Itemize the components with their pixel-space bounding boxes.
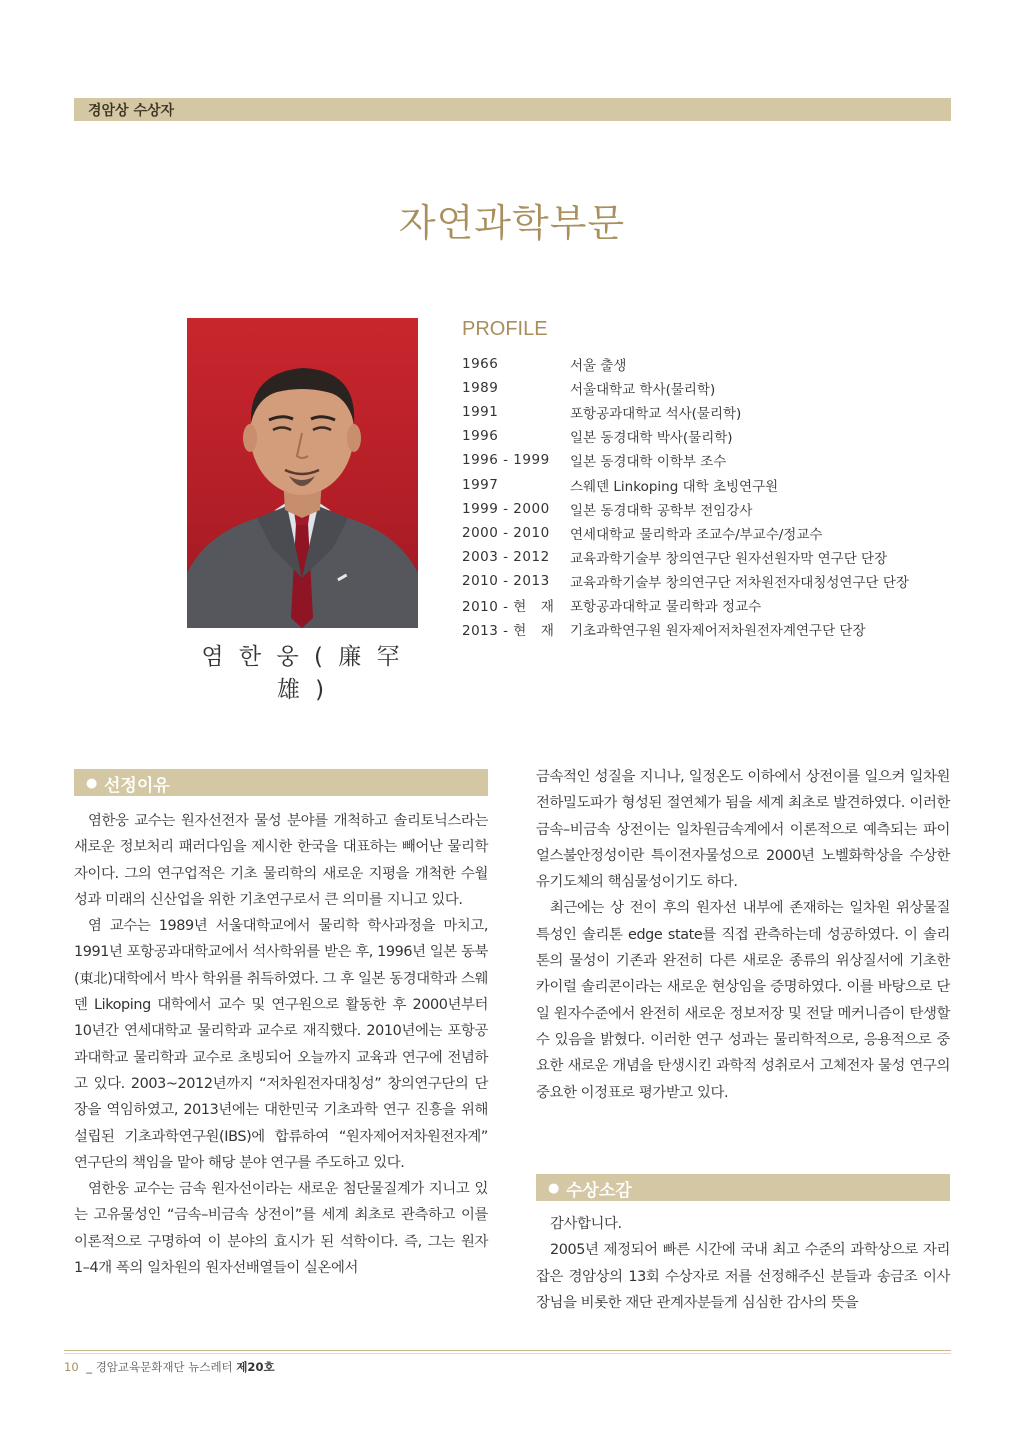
profile-desc: 포항공과대학교 석사(물리학) — [570, 406, 742, 423]
selection-right-column — [536, 764, 950, 1106]
profile-row — [462, 497, 932, 521]
header-label: 경암상 수상자 — [88, 103, 175, 119]
acceptance-heading: 수상소감 — [566, 1181, 632, 1201]
profile-row — [462, 424, 932, 448]
footer — [64, 1359, 275, 1375]
selection-paragraph: 염한웅 교수는 금속 원자선이라는 새로운 첨단물질계가 지니고 있는 고유물성인 “금속–비금속 상전이”를 세계 최초로 관측하고 이를 이론적으로 구명하여 이 분야의 효시가 된 석학이다. 즉, 그는 원자 1–4개 폭의 일차원의 원자선배열들이 실온에서 — [74, 1181, 488, 1277]
profile-row — [462, 448, 932, 472]
selection-paragraph: 금속적인 성질을 지니나, 일정온도 이하에서 상전이를 일으켜 일차원 전하밀도파가 형성된 절연체가 됨을 세계 최초로 발견하였다. 이러한 금속–비금속 상전이는 일차원금속계에서 이론적으로 예측되는 파이얼스불안정성이란 특이전자물성으로 2000년 노벨화학상을 수상한 유기도체의 핵심물성이기도 하다. — [536, 769, 950, 891]
profile-year: 1991 — [462, 404, 499, 421]
publication-name: 경암교육문화재단 뉴스레터 — [95, 1360, 233, 1374]
portrait-illustration — [187, 318, 418, 628]
acceptance-heading-bar — [536, 1174, 950, 1201]
profile-year: 1997 — [462, 476, 499, 493]
section-title: 자연과학부문 — [398, 201, 626, 245]
profile-year: 1996 - 1999 — [462, 452, 550, 469]
profile-desc: 서울대학교 학사(물리학) — [570, 382, 716, 399]
selection-paragraph: 최근에는 상 전이 후의 원자선 내부에 존재하는 일차원 위상물질 특성인 솔리톤 edge state를 직접 관측하는데 성공하였다. 이 솔리톤의 물성이 기존과 완전히 다른 새로운 종류의 위상질서에 기초한 카이럴 솔리콘이라는 새로운 현상임을 증명하였다. 이를 바탕으로 단일 원자수준에서 완전히 새로운 정보저장 및 전달 메커니즘이 탄생할 수 있음을 밝혔다. 이러한 연구 성과는 물리학적으로, 응용적으로 중요한 새로운 개념을 탄생시킨 과학적 성취로서 고체전자 물성 연구의 중요한 이정표로 평가받고 있다. — [536, 900, 950, 1101]
profile-desc: 일본 동경대학 공학부 전임강사 — [570, 502, 753, 519]
page-number: 10 — [64, 1360, 79, 1374]
profile-row — [462, 521, 932, 545]
profile-year: 1996 — [462, 428, 499, 445]
acceptance-paragraph: 감사합니다. — [550, 1216, 622, 1232]
profile-row — [462, 593, 932, 617]
profile-row — [462, 472, 932, 496]
acceptance-paragraph: 2005년 제정되어 빠른 시간에 국내 최고 수준의 과학상으로 자리잡은 경암상의 13회 수상자로 저를 선정해주신 분들과 송금조 이사장님을 비롯한 재단 관계자분들게 심심한 감사의 뜻을 — [536, 1242, 950, 1311]
profile-desc: 연세대학교 물리학과 조교수/부교수/정교수 — [570, 526, 823, 543]
header-bar — [74, 98, 951, 121]
issue-number: 제20호 — [236, 1360, 275, 1374]
profile-year: 2003 - 2012 — [462, 548, 550, 565]
profile-row — [462, 545, 932, 569]
profile-desc: 서울 출생 — [570, 358, 627, 375]
profile-desc: 교육과학기술부 창의연구단 저차원전자대칭성연구단 단장 — [570, 574, 909, 591]
profile-desc: 기초과학연구원 원자제어저차원전자계연구단 단장 — [570, 623, 866, 640]
selection-paragraph: 염 교수는 1989년 서울대학교에서 물리학 학사과정을 마치고, 1991년 포항공과대학교에서 석사학위를 받은 후, 1996년 일본 동북(東北)대학에서 박사 학위를 취득하였다. 그 후 일본 동경대학과 스웨덴 Likoping 대학에서 교수 및 연구원으로 활동한 후 2000년부터 10년간 연세대학교 물리학과 교수로 재직했다. 2010년에는 포항공과대학교 물리학과 교수로 초빙되어 오늘까지 교육과 연구에 전념하고 있다. 2003~2012년까지 “저차원전자대칭성” 창의연구단의 단장을 역임하였고, 2013년에는 대한민국 기초과학 연구 진흥을 위해 설립된 기초과학연구원(IBS)에 합류하여 “원자제어저차원전자계” 연구단의 책임을 맡아 해당 분야 연구를 주도하고 있다. — [74, 918, 488, 1171]
profile-year: 2013 - 현 재 — [462, 623, 555, 640]
footer-rule-bottom — [64, 1353, 951, 1354]
person-name: 염 한 웅 ( 廉 罕 雄 ) — [201, 644, 404, 703]
profile-title: PROFILE — [462, 318, 548, 340]
profile-desc: 일본 동경대학 이학부 조수 — [570, 454, 727, 471]
profile-row — [462, 376, 932, 400]
portrait-photo — [187, 318, 418, 628]
profile-row — [462, 617, 932, 641]
profile-year: 1966 — [462, 356, 499, 373]
profile-year: 2010 - 현 재 — [462, 598, 555, 615]
profile-desc: 스웨덴 Linkoping 대학 초빙연구원 — [570, 478, 779, 495]
selection-paragraph: 염한웅 교수는 원자선전자 물성 분야를 개척하고 솔리토닉스라는 새로운 정보처리 패러다임을 제시한 한국을 대표하는 빼어난 물리학자이다. 그의 연구업적은 기초 물리학의 새로운 지평을 개척한 수월성과 미래의 신산업을 위한 기초연구로서 큰 의미를 지니고 있다. — [74, 813, 488, 908]
profile-desc: 포항공과대학교 물리학과 정교수 — [570, 598, 762, 615]
bullet-dot-icon: ● — [548, 1181, 560, 1196]
profile-desc: 교육과학기술부 창의연구단 원자선원자막 연구단 단장 — [570, 550, 888, 567]
profile-year: 1989 — [462, 380, 499, 397]
profile-year: 1999 - 2000 — [462, 500, 550, 517]
profile-desc: 일본 동경대학 박사(물리학) — [570, 430, 733, 447]
selection-left-column — [74, 808, 488, 1281]
selection-heading: 선정이유 — [104, 776, 170, 796]
profile-year: 2010 - 2013 — [462, 572, 550, 589]
profile-row — [462, 352, 932, 376]
acceptance-column — [536, 1211, 950, 1316]
bullet-dot-icon: ● — [86, 776, 98, 791]
profile-row — [462, 400, 932, 424]
footer-rule-top — [64, 1350, 951, 1351]
profile-row — [462, 569, 932, 593]
profile-year: 2000 - 2010 — [462, 524, 550, 541]
selection-heading-bar — [74, 769, 488, 796]
footer-separator: _ — [86, 1360, 93, 1374]
profile-list — [462, 352, 932, 641]
